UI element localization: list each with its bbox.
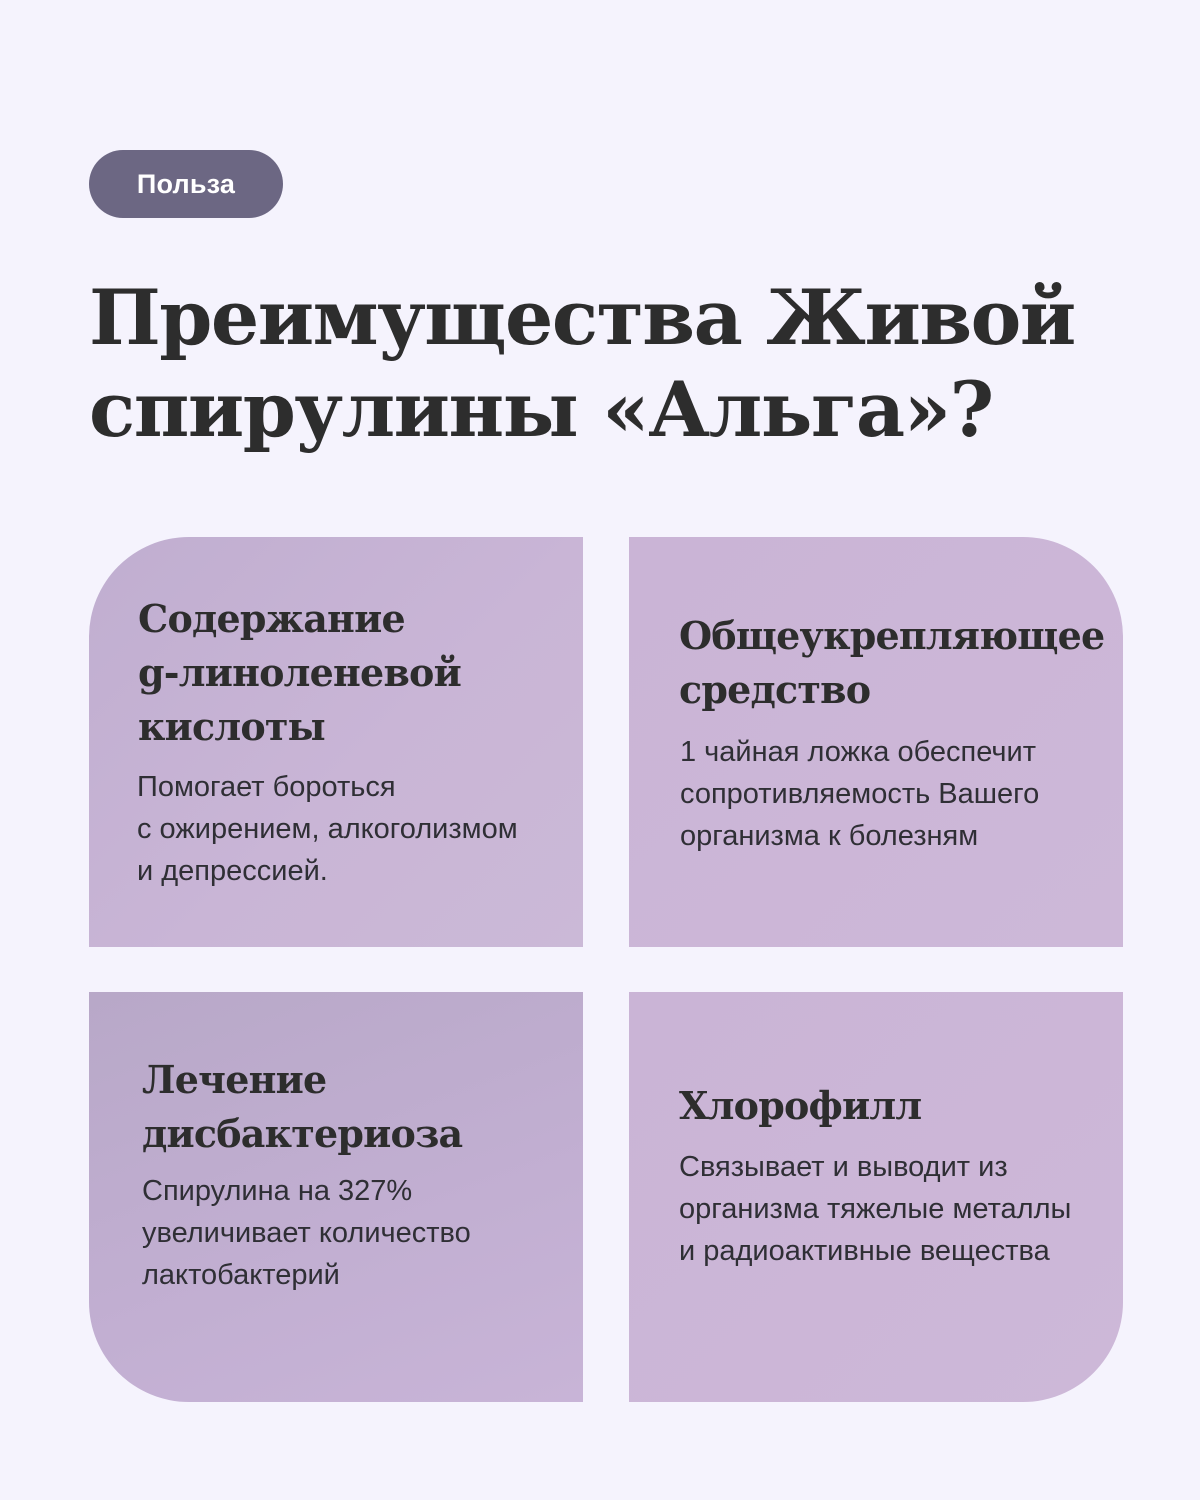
card-4-title <box>679 1079 921 1133</box>
card-1-title-line: g-линоленевой <box>138 650 461 695</box>
card-3-text <box>142 1170 471 1296</box>
headline-line-1: Преимущества Живой <box>89 273 1075 362</box>
card-4-text <box>679 1146 1071 1272</box>
card-4-text-line: организма тяжелые металлы <box>679 1193 1072 1225</box>
card-3-title-line: дисбактериоза <box>142 1111 463 1156</box>
card-2-text <box>680 731 1039 857</box>
card-1-text <box>137 766 518 892</box>
card-1-title-line: кислоты <box>138 704 325 749</box>
card-3-title <box>142 1053 462 1161</box>
card-1-text-line: с ожирением, алкоголизмом <box>137 813 518 845</box>
card-1-text-line: и депрессией. <box>137 855 328 887</box>
card-2-title <box>679 609 1104 717</box>
card-4-text-line: Связывает и выводит из <box>679 1151 1008 1183</box>
card-2-text-line: организма к болезням <box>680 820 979 852</box>
card-2-text-line: сопротивляемость Вашего <box>680 778 1040 810</box>
card-3-title-line: Лечение <box>142 1057 327 1102</box>
card-4-text-line: и радиоактивные вещества <box>679 1235 1050 1267</box>
page-headline <box>89 272 1129 456</box>
card-2-title-line: средство <box>679 667 871 712</box>
category-tag-label: Польза <box>136 168 236 199</box>
card-1-title <box>138 592 461 754</box>
card-1-title-line: Содержание <box>138 596 405 641</box>
card-2-text-line: 1 чайная ложка обеспечит <box>680 736 1036 768</box>
card-3-text-line: увеличивает количество <box>142 1217 471 1249</box>
card-4-title-line: Хлорофилл <box>679 1083 922 1128</box>
card-3-text-line: Спирулина на 327% <box>142 1175 413 1207</box>
headline-line-2: спирулины «Альга»? <box>89 365 993 454</box>
category-tag <box>89 150 283 218</box>
card-1-text-line: Помогает бороться <box>137 771 396 803</box>
card-2-title-line: Общеукрепляющее <box>679 613 1105 658</box>
card-3-text-line: лактобактерий <box>142 1259 340 1291</box>
